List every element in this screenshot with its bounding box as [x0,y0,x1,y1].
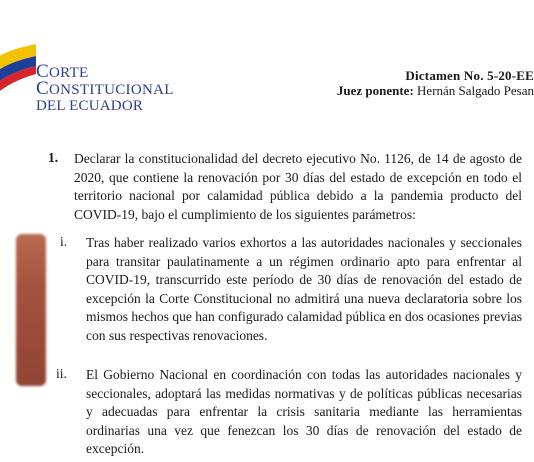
court-name-line3: DEL ECUADOR [36,98,144,114]
juez-ponente [337,83,534,99]
item-i-text: Tras haber realizado varios exhortos a las autoridades nacionales y seccionales para transitar paulatinamente a un régimen ordinario apto para enfrentar al COVID-19, transcurrido este período de 30 días de renovación del estado de excepción la Corte Constitucional no admitirá una nueva declaratoria sobre los mismos hechos que han configurado calamidad pública en dos ocasiones previas con sus respectivas renovaciones. [86,235,522,343]
court-name-line1: CORTE [36,61,89,82]
court-name-line2: CONSTITUCIONAL [36,78,174,99]
court-logo-icon [0,34,38,96]
item-i-number: i. [60,234,68,249]
dictamen-number: Dictamen No. 5-20-EE [405,68,534,83]
redaction-mark [16,234,46,386]
item-1-text: Declarar la constitucionalidad del decreto ejecutivo No. 1126, de 14 de agosto de 2020, que contiene la renovación por 30 días del estado de excepción en todo el territorio nacional por calamidad pública debido a la pandemia producto del COVID-19, bajo el cumplimiento de los siguientes parámetros: [74,151,522,222]
item-ii-text: El Gobierno Nacional en coordinación con todas las autoridades nacionales y seccionales, adoptará las medidas normativas y de políticas públicas necesarias y adecuadas para enfrentar la crisis sanitaria mediante las herramientas ordinarias una vez que fenezcan los 30 días de renovación del estado de excepción. [86,367,522,456]
item-1-number: 1. [48,150,59,165]
court-name [36,61,174,114]
juez-label: Juez ponente: [336,83,414,98]
item-ii-number: ii. [56,366,67,381]
juez-name: Hernán Salgado Pesan [417,83,534,98]
